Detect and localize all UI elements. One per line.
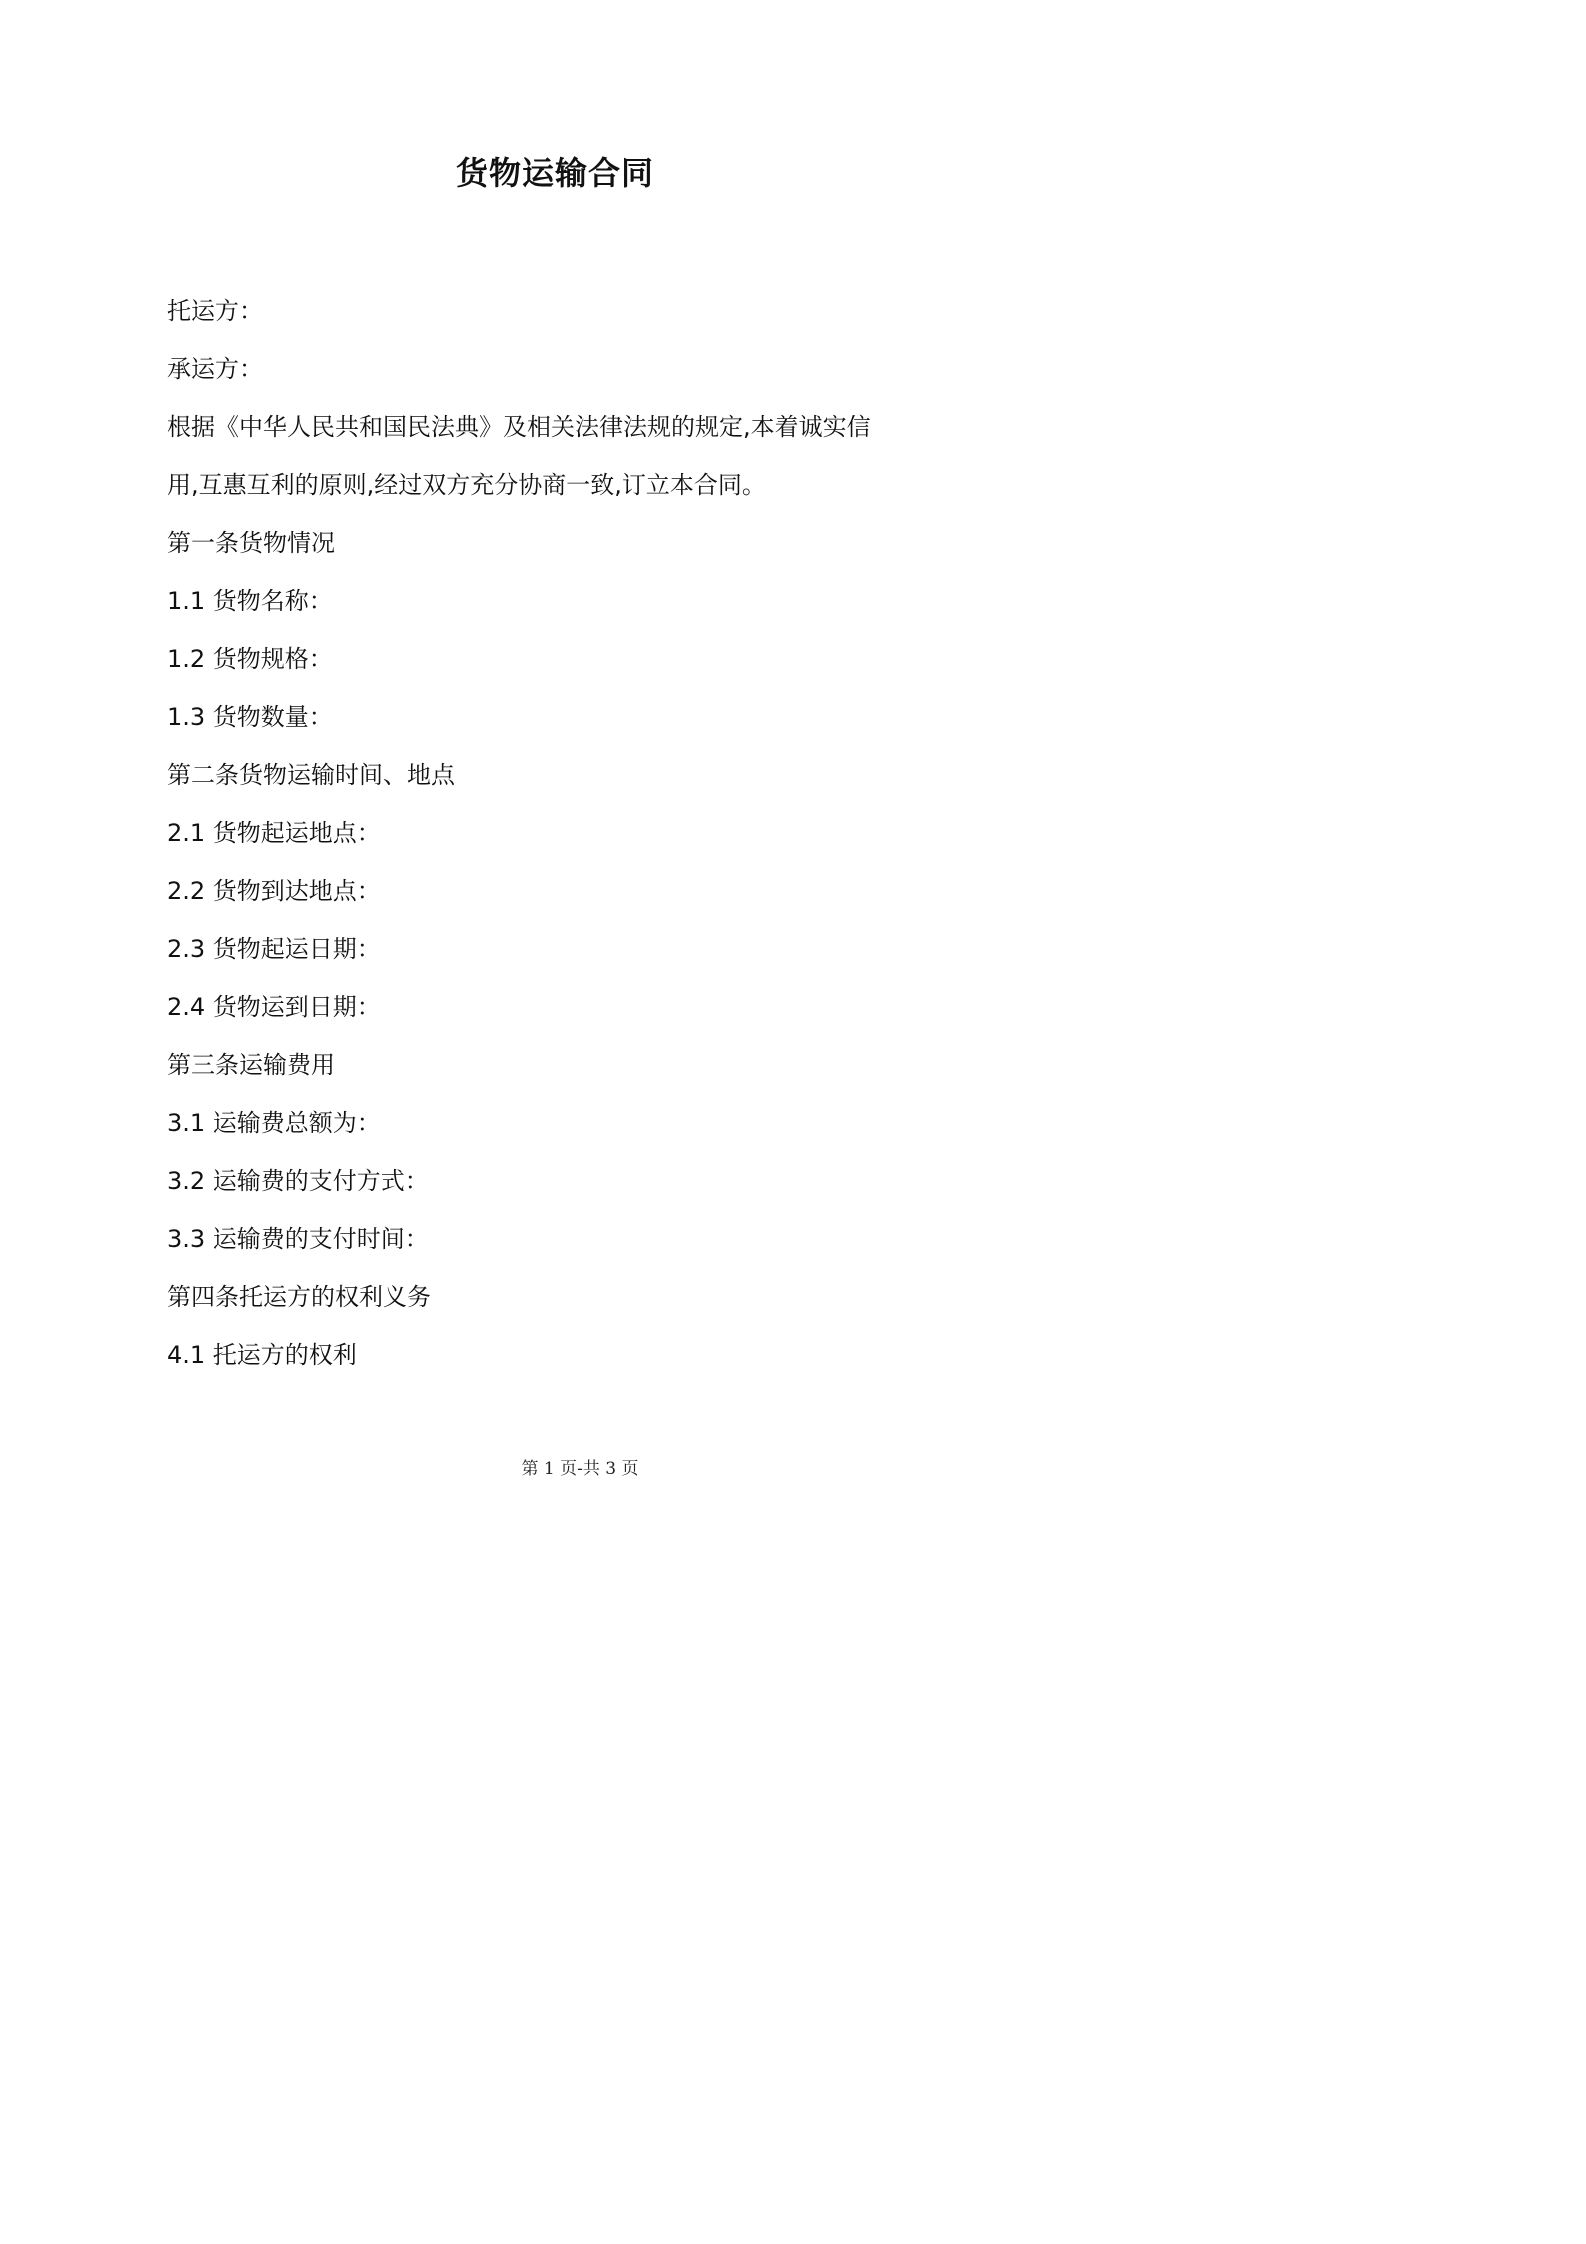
clause-1-1: 1.1 货物名称： <box>167 587 333 615</box>
document-page <box>0 0 1100 1556</box>
clause-1-2: 1.2 货物规格： <box>167 645 333 673</box>
article-3-heading: 第三条运输费用 <box>167 1051 335 1079</box>
document-title: 货物运输合同 <box>455 154 654 192</box>
clause-4-1: 4.1 托运方的权利 <box>167 1341 357 1369</box>
consignor-line: 托运方： <box>167 297 263 325</box>
clause-3-1: 3.1 运输费总额为： <box>167 1109 381 1137</box>
preamble-line-2: 用,互惠互利的原则,经过双方充分协商一致,订立本合同。 <box>167 471 766 499</box>
article-1-heading: 第一条货物情况 <box>167 529 335 557</box>
article-4-heading: 第四条托运方的权利义务 <box>167 1283 431 1311</box>
clause-2-4: 2.4 货物运到日期： <box>167 993 381 1021</box>
clause-2-3: 2.3 货物起运日期： <box>167 935 381 963</box>
clause-2-2: 2.2 货物到达地点： <box>167 877 381 905</box>
clause-1-3: 1.3 货物数量： <box>167 703 333 731</box>
document-body <box>167 282 957 1384</box>
article-2-heading: 第二条货物运输时间、地点 <box>167 761 455 789</box>
page-number-footer: 第 1 页-共 3 页 <box>521 1459 639 1479</box>
clause-2-1: 2.1 货物起运地点： <box>167 819 381 847</box>
preamble-line-1: 根据《中华人民共和国民法典》及相关法律法规的规定,本着诚实信 <box>167 413 871 441</box>
clause-3-2: 3.2 运输费的支付方式： <box>167 1167 429 1195</box>
clause-3-3: 3.3 运输费的支付时间： <box>167 1225 429 1253</box>
carrier-line: 承运方： <box>167 355 263 383</box>
